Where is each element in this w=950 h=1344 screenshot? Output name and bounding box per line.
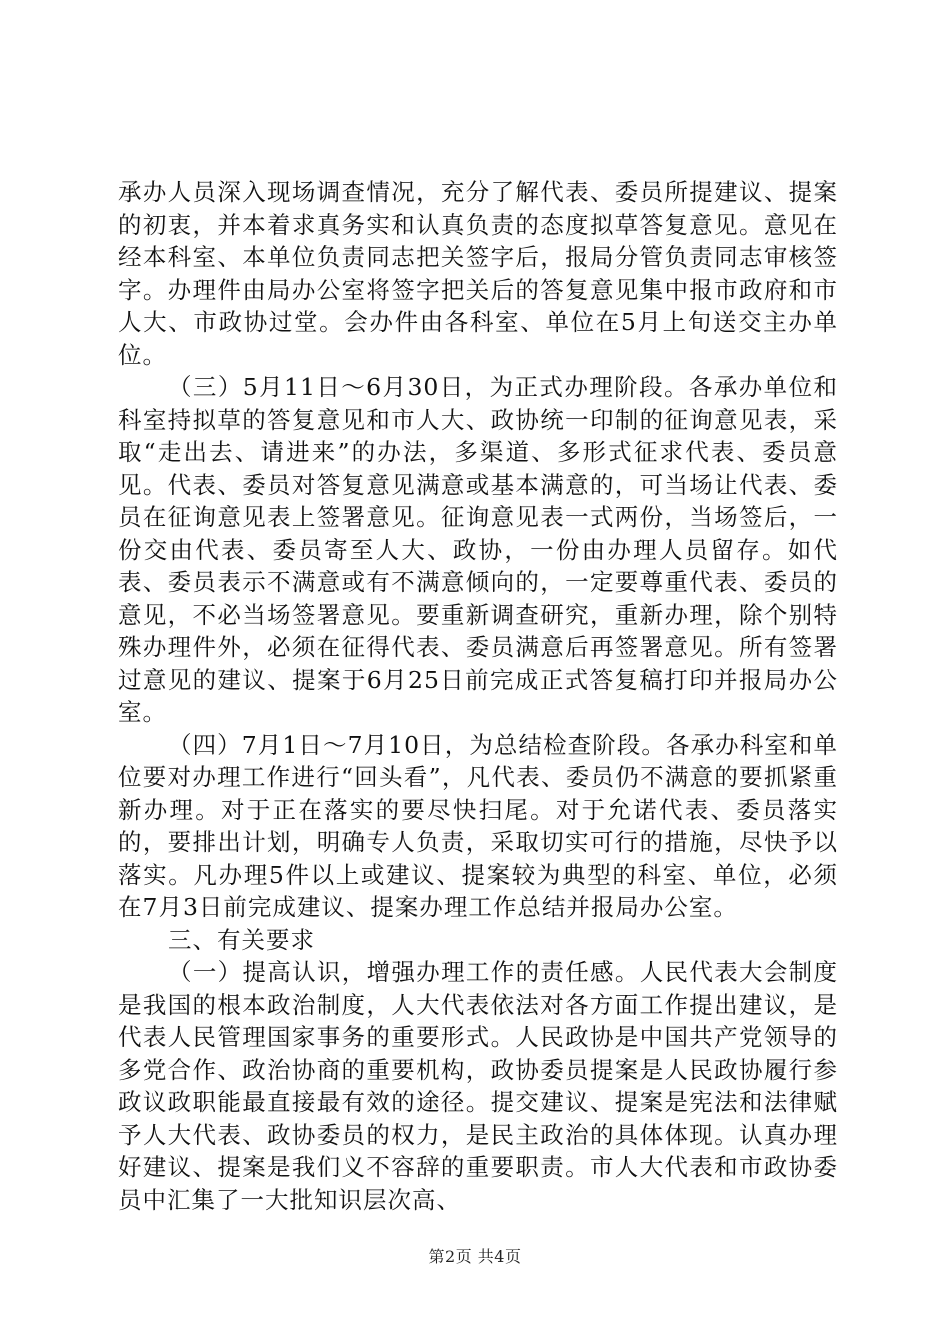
document-body [118, 176, 838, 1216]
paragraph-3: （四）7月1日～7月10日，为总结检查阶段。各承办科室和单位要对办理工作进行“回头看”，凡代表、委员仍不满意的要抓紧重新办理。对于正在落实的要尽快扫尾。对于允诺代表、委员落实的，要排出计划，明确专人负责，采取切实可行的措施，尽快予以落实。凡办理5件以上或建议、提案较为典型的科室、单位，必须在7月3日前完成建议、提案办理工作总结并报局办公室。 [118, 730, 838, 921]
page-footer: 第2页 共4页 [428, 1247, 522, 1266]
paragraph-4: （一）提高认识，增强办理工作的责任感。人民代表大会制度是我国的根本政治制度，人大代表依法对各方面工作提出建议，是代表人民管理国家事务的重要形式。人民政协是中国共产党领导的多党合作、政治协商的重要机构，政协委员提案是人民政协履行参政议政职能最直接最有效的途径。提交建议、提案是宪法和法律赋予人大代表、政协委员的权力，是民主政治的具体体现。认真办理好建议、提案是我们义不容辞的重要职责。市人大代表和市政协委员中汇集了一大批知识层次高、 [118, 958, 838, 1214]
paragraph-1: 承办人员深入现场调查情况，充分了解代表、委员所提建议、提案的初衷，并本着求真务实和认真负责的态度拟草答复意见。意见在经本科室、本单位负责同志把关签字后，报局分管负责同志审核签字。办理件由局办公室将签字把关后的答复意见集中报市政府和市人大、市政协过堂。会办件由各科室、单位在5月上旬送交主办单位。 [118, 178, 838, 369]
section-heading: 三、有关要求 [168, 925, 315, 954]
paragraph-2: （三）5月11日～6月30日，为正式办理阶段。各承办单位和科室持拟草的答复意见和市人大、政协统一印制的征询意见表，采取“走出去、请进来”的办法，多渠道、多形式征求代表、委员意见。代表、委员对答复意见满意或基本满意的，可当场让代表、委员在征询意见表上签署意见。征询意见表一式两份，当场签后，一份交由代表、委员寄至人大、政协，一份由办理人员留存。如代表、委员表示不满意或有不满意倾向的，一定要尊重代表、委员的意见，不必当场签署意见。要重新调查研究，重新办理，除个别特殊办理件外，必须在征得代表、委员满意后再签署意见。所有签署过意见的建议、提案于6月25日前完成正式答复稿打印并报局办公室。 [118, 373, 838, 726]
